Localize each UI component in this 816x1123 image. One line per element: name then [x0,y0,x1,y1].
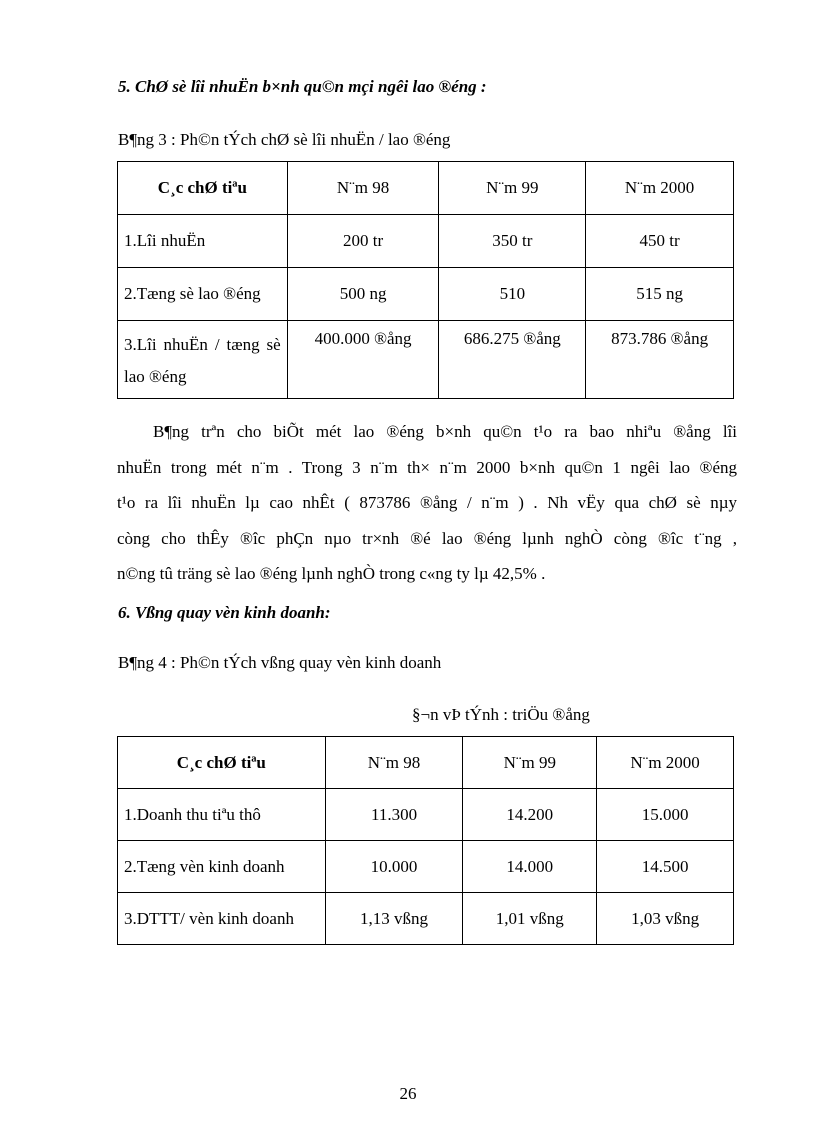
profit-per-worker-table [117,161,734,399]
table-row [118,215,734,268]
header-year-2000: N¨m 2000 [597,737,734,789]
header-year-98: N¨m 98 [287,162,439,215]
header-year-2000: N¨m 2000 [586,162,734,215]
cell-value: 11.300 [325,789,463,841]
table-row [118,789,734,841]
table-header-row [118,737,734,789]
table-3-caption: B¶ng 3 : Ph©n tÝch chØ sè lîi nhuËn / lao ®éng [118,130,451,149]
row-label: 3.DTTT/ vèn kinh doanh [118,893,326,945]
row-label: 3.Lîi nhuËn / tæng sè lao ®éng [118,321,288,399]
cell-value: 1,13 vßng [325,893,463,945]
cell-value: 14.500 [597,841,734,893]
page-number: 26 [399,1084,417,1103]
header-year-99: N¨m 99 [439,162,586,215]
cell-value: 500 ng [287,268,439,321]
row-label: 1.Lîi nhuËn [118,215,288,268]
paragraph-line: còng cho thÊy ®îc phÇn nµo tr×nh ®é lao ®éng lµnh nghÒ còng ®îc t¨ng , [117,528,737,548]
paragraph-line: nhuËn trong mét n¨m . Trong 3 n¨m th× n¨m 2000 b×nh qu©n 1 ngêi lao ®éng [117,457,737,477]
cell-value: 1,01 vßng [463,893,597,945]
cell-value: 1,03 vßng [597,893,734,945]
header-year-99: N¨m 99 [463,737,597,789]
paragraph-line: B¶ng trªn cho biÕt mét lao ®éng b×nh qu©n t¹o ra bao nhiªu ®ång lîi [153,422,737,441]
cell-value: 10.000 [325,841,463,893]
cell-value: 510 [439,268,586,321]
row-label: 1.Doanh thu tiªu thô [118,789,326,841]
header-indicators: C¸c chØ tiªu [118,162,288,215]
cell-value: 15.000 [597,789,734,841]
table-row [118,841,734,893]
cell-value: 14.000 [463,841,597,893]
table-row [118,321,734,399]
header-year-98: N¨m 98 [325,737,463,789]
header-indicators: C¸c chØ tiªu [118,737,326,789]
section-5-heading: 5. ChØ sè lîi nhuËn b×nh qu©n mçi ngêi lao ®éng : [118,77,487,96]
table-4-caption: B¶ng 4 : Ph©n tÝch vßng quay vèn kinh doanh [118,653,442,672]
paragraph-line: n©ng tû träng sè lao ®éng lµnh nghÒ trong c«ng ty lµ 42,5% . [117,564,546,583]
table-row [118,268,734,321]
cell-value: 450 tr [586,215,734,268]
row-label: 2.Tæng sè lao ®éng [118,268,288,321]
paragraph-line: t¹o ra lîi nhuËn lµ cao nhÊt ( 873786 ®ång / n¨m ) . Nh vËy qua chØ sè nµy [117,493,737,512]
cell-value: 14.200 [463,789,597,841]
cell-value: 200 tr [287,215,439,268]
cell-value: 873.786 ®ång [586,321,734,399]
cell-value: 515 ng [586,268,734,321]
cell-value: 400.000 ®ång [287,321,439,399]
analysis-paragraph [117,414,737,592]
cell-value: 686.275 ®ång [439,321,586,399]
capital-turnover-table [117,736,734,945]
table-header-row [118,162,734,215]
unit-note: §¬n vÞ tÝnh : triÖu ®ång [412,705,590,724]
cell-value: 350 tr [439,215,586,268]
section-6-heading: 6. Vßng quay vèn kinh doanh: [118,603,331,622]
table-row [118,893,734,945]
row-label: 2.Tæng vèn kinh doanh [118,841,326,893]
